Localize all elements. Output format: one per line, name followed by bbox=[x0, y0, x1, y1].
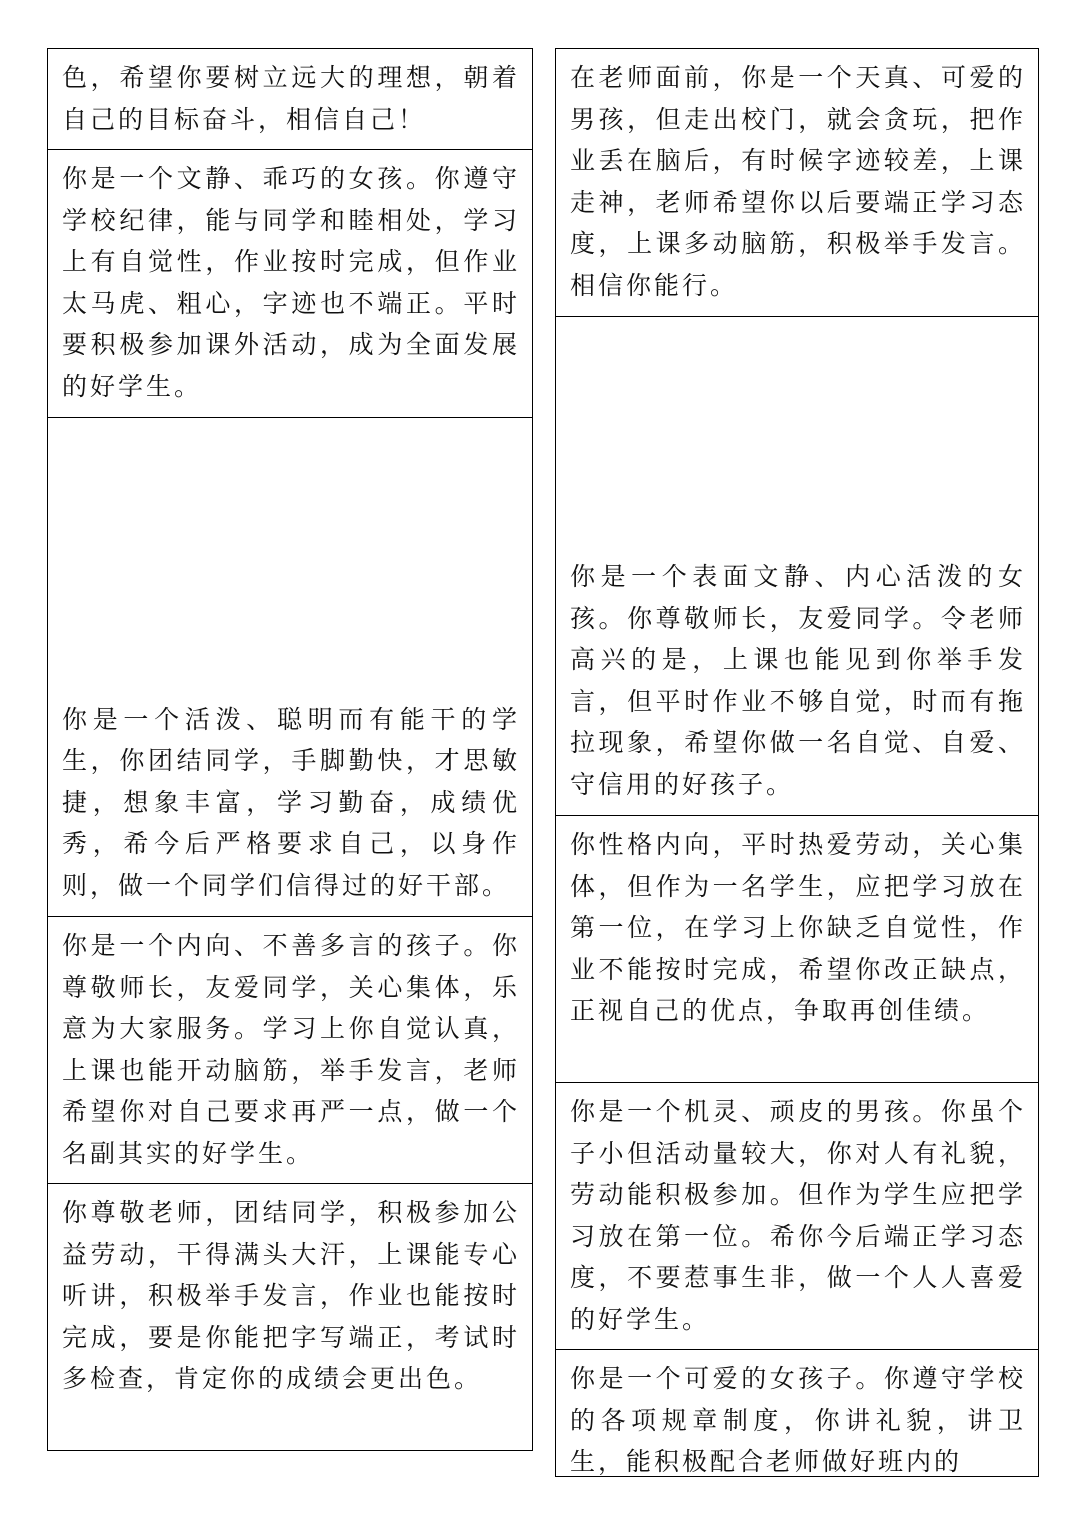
left-comment-column bbox=[47, 48, 533, 1451]
right-comment-column bbox=[555, 48, 1039, 1477]
comment-cell bbox=[48, 49, 532, 149]
comment-text: 色，希望你要树立远大的理想，朝着自己的目标奋斗，相信自己！ bbox=[62, 63, 520, 134]
comment-text: 你性格内向，平时热爱劳动，关心集体，但作为一名学生，应把学习放在第一位，在学习上你缺乏自觉性，作业不能按时完成，希望你改正缺点，正视自己的优点，争取再创佳绩。 bbox=[570, 830, 1026, 1025]
comment-cell bbox=[556, 1349, 1038, 1475]
comment-cell bbox=[556, 815, 1038, 1082]
comment-text: 你是一个活泼、聪明而有能干的学生，你团结同学，手脚勤快，才思敏捷，想象丰富，学习勤奋，成绩优秀，希今后严格要求自己，以身作则，做一个同学们信得过的好干部。 bbox=[62, 704, 520, 900]
comment-text: 你尊敬老师，团结同学，积极参加公益劳动，干得满头大汗，上课能专心听讲，积极举手发言，作业也能按时完成，要是你能把字写端正，考试时多检查，肯定你的成绩会更出色。 bbox=[62, 1198, 520, 1393]
comment-text: 你是一个可爱的女孩子。你遵守学校的各项规章制度，你讲礼貌，讲卫生，能积极配合老师做好班内的 bbox=[570, 1364, 1026, 1475]
comment-text: 你是一个表面文静、内心活泼的女孩。你尊敬师长，友爱同学。令老师高兴的是，上课也能见到你举手发言，但平时作业不够自觉，时而有拖拉现象，希望你做一名自觉、自爱、守信用的好孩子。 bbox=[570, 562, 1026, 799]
comment-cell bbox=[556, 49, 1038, 316]
comment-text: 你是一个机灵、顽皮的男孩。你虽个子小但活动量较大，你对人有礼貌，劳动能积极参加。但作为学生应把学习放在第一位。希你今后端正学习态度，不要惹事生非，做一个人人喜爱的好学生。 bbox=[570, 1097, 1026, 1334]
comment-cell bbox=[48, 1183, 532, 1449]
comment-cell bbox=[48, 417, 532, 916]
comment-cell bbox=[556, 1082, 1038, 1349]
comment-text: 你是一个内向、不善多言的孩子。你尊敬师长，友爱同学，关心集体，乐意为大家服务。学习上你自觉认真，上课也能开动脑筋，举手发言，老师希望你对自己要求再严一点，做一个名副其实的好学生。 bbox=[62, 931, 520, 1168]
comment-cell bbox=[48, 149, 532, 417]
comment-cell bbox=[556, 316, 1038, 815]
comment-text: 在老师面前，你是一个天真、可爱的男孩，但走出校门，就会贪玩，把作业丢在脑后，有时候字迹较差，上课走神，老师希望你以后要端正学习态度，上课多动脑筋，积极举手发言。相信你能行。 bbox=[570, 63, 1026, 300]
comment-cell bbox=[48, 916, 532, 1183]
comment-text: 你是一个文静、乖巧的女孩。你遵守学校纪律，能与同学和睦相处，学习上有自觉性，作业按时完成，但作业太马虎、粗心，字迹也不端正。平时要积极参加课外活动，成为全面发展的好学生。 bbox=[62, 164, 520, 401]
